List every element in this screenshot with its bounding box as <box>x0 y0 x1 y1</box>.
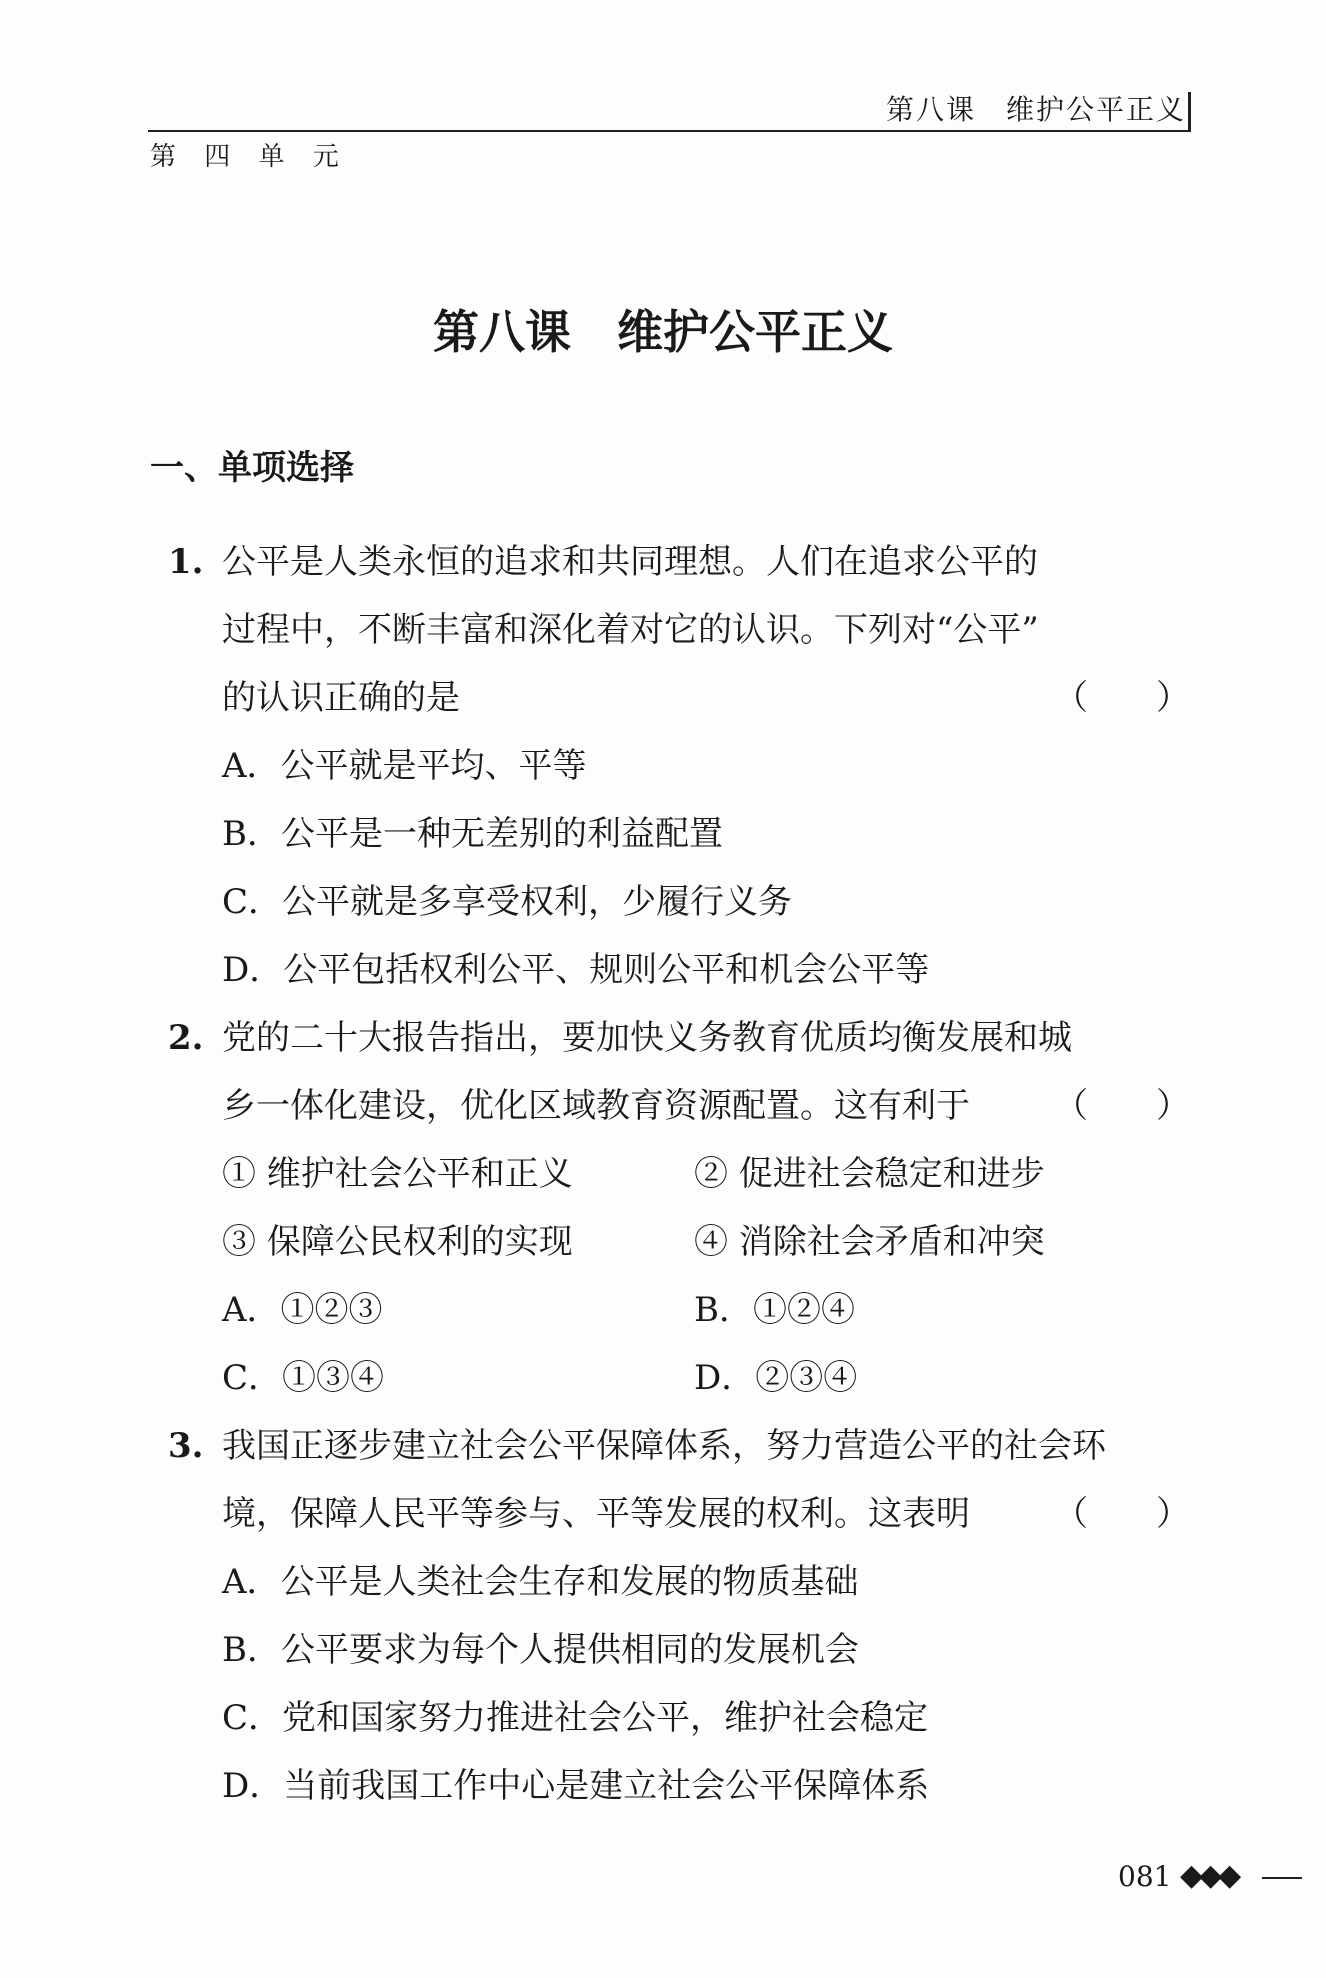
section-heading: 一、单项选择 <box>150 448 354 488</box>
option-c: C．①③④ <box>222 1358 385 1398</box>
question-line <box>222 1480 1190 1548</box>
option-row <box>222 1344 1190 1412</box>
header-bar <box>1188 92 1191 130</box>
answer-bracket: （ ） <box>1054 1494 1190 1534</box>
question-number: 3. <box>168 1426 204 1466</box>
question-line-text: 的认识正确的是 <box>222 678 460 718</box>
answer-bracket: （ ） <box>1054 678 1190 718</box>
answer-bracket: （ ） <box>1054 1086 1190 1126</box>
option-b: B．公平是一种无差别的利益配置 <box>222 814 723 854</box>
statement-3: ③ 保障公民权利的实现 <box>222 1222 573 1262</box>
question-line: 过程中，不断丰富和深化着对它的认识。下列对“公平” <box>222 610 1039 650</box>
unit-label: 第 四 单 元 <box>150 142 349 172</box>
lesson-title: 第八课 维护公平正义 <box>433 305 893 359</box>
question-number: 2. <box>168 1018 204 1058</box>
question-line <box>222 1072 1190 1140</box>
option-b: B．公平要求为每个人提供相同的发展机会 <box>222 1630 859 1670</box>
option-d: D．②③④ <box>694 1358 858 1398</box>
option-c: C．公平就是多享受权利，少履行义务 <box>222 882 793 922</box>
page-number: 081 <box>1118 1860 1172 1893</box>
option-d: D．当前我国工作中心是建立社会公平保障体系 <box>222 1766 930 1806</box>
statement-4: ④ 消除社会矛盾和冲突 <box>694 1222 1045 1262</box>
question-3 <box>150 1412 1190 1820</box>
question-line-text: 境，保障人民平等参与、平等发展的权利。这表明 <box>222 1494 970 1534</box>
question-line: 我国正逐步建立社会公平保障体系，努力营造公平的社会环 <box>222 1426 1106 1466</box>
question-line <box>222 664 1190 732</box>
option-d: D．公平包括权利公平、规则公平和机会公平等 <box>222 950 930 990</box>
question-line-text: 乡一体化建设，优化区域教育资源配置。这有利于 <box>222 1086 970 1126</box>
running-header-title: 第八课 维护公平正义 <box>885 93 1186 126</box>
statement-row <box>222 1140 1190 1208</box>
option-a: A．公平就是平均、平等 <box>222 746 587 786</box>
option-row <box>222 1276 1190 1344</box>
diamond-ornament-icon: ◆◆◆ <box>1180 1858 1238 1893</box>
statement-1: ① 维护社会公平和正义 <box>222 1154 573 1194</box>
option-a: A．①②③ <box>222 1290 383 1330</box>
question-line: 党的二十大报告指出，要加快义务教育优质均衡发展和城 <box>222 1018 1072 1058</box>
option-c: C．党和国家努力推进社会公平，维护社会稳定 <box>222 1698 929 1738</box>
question-line: 公平是人类永恒的追求和共同理想。人们在追求公平的 <box>222 542 1038 582</box>
statement-2: ② 促进社会稳定和进步 <box>694 1154 1045 1194</box>
footer-rule <box>1262 1877 1302 1879</box>
question-2 <box>150 1004 1190 1412</box>
option-b: B．①②④ <box>694 1290 855 1330</box>
question-1 <box>150 528 1190 1004</box>
option-a: A．公平是人类社会生存和发展的物质基础 <box>222 1562 859 1602</box>
statement-row <box>222 1208 1190 1276</box>
header-rule <box>148 130 1191 132</box>
question-number: 1. <box>168 542 204 582</box>
